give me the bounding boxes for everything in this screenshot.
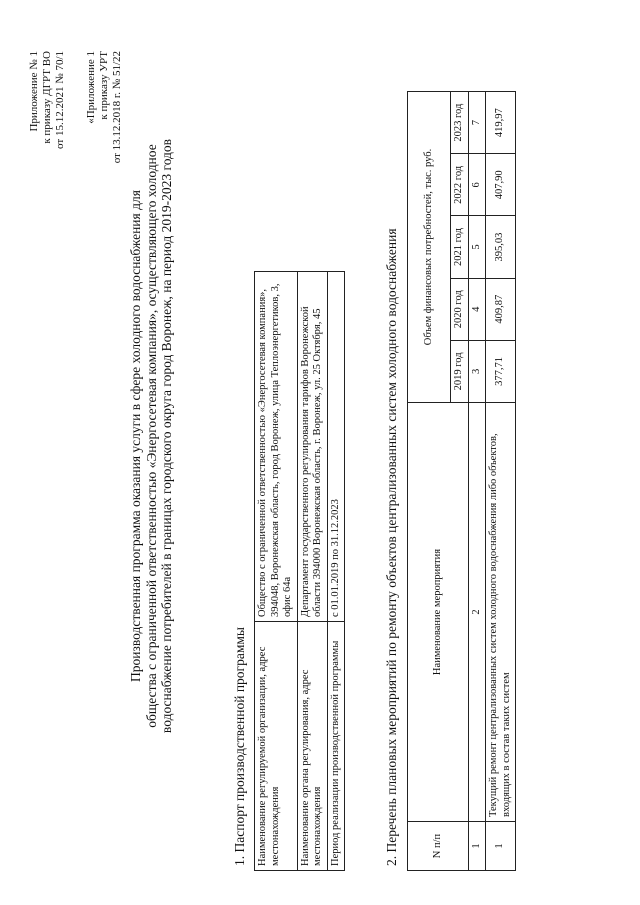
section-1-title: 1. Паспорт производственной программы [232, 627, 247, 866]
repairs-table [407, 91, 516, 871]
year-header: 2021 год [451, 216, 469, 278]
col-num-header: N п/п [408, 822, 469, 871]
value-cell: 395,03 [486, 216, 516, 278]
reference-header [85, 51, 124, 163]
reference-line: «Приложение 1 [85, 51, 97, 124]
index-row [468, 92, 486, 871]
passport-value: Департамент государственного регулирования тарифов Воронежской области 394000 Воронежская область, г. Воронеж, ул. 25 Октября, 45 [297, 272, 327, 622]
reference-line: от 13.12.2018 г. № 51/22 [111, 51, 123, 164]
table-row [327, 272, 345, 871]
value-cell: 419,97 [486, 92, 516, 154]
value-cell: 409,87 [486, 278, 516, 340]
index-cell: 5 [468, 216, 486, 278]
index-cell: 2 [468, 403, 486, 822]
table-row [297, 272, 327, 871]
table-row [255, 272, 298, 871]
activity-name: Текущий ремонт централизованных систем холодного водоснабжения либо объектов, входящих в состав таких систем [486, 403, 516, 822]
col-group-header: Объем финансовых потребностей, тыс. руб. [408, 92, 451, 403]
index-cell: 1 [468, 822, 486, 871]
document-title [128, 106, 175, 766]
year-header: 2020 год [451, 278, 469, 340]
index-cell: 3 [468, 340, 486, 402]
passport-table [254, 271, 345, 871]
section-2-title: 2. Перечень плановых мероприятий по ремонту объектов централизованных систем холодного водоснабжения [384, 228, 399, 866]
title-line: Производственная программа оказания услуги в сфере холодного водоснабжения для [128, 190, 143, 682]
table-header-row [408, 92, 451, 871]
year-header: 2019 год [451, 340, 469, 402]
col-name-header: Наименование мероприятия [408, 403, 469, 822]
passport-label: Наименование органа регулирования, адрес местонахождения [297, 622, 327, 871]
appendix-line: от 15.12.2021 № 70/1 [54, 51, 66, 149]
value-cell: 377,71 [486, 340, 516, 402]
value-cell: 407,90 [486, 154, 516, 216]
passport-label: Наименование регулируемой организации, адрес местонахождения [255, 622, 298, 871]
title-line: водоснабжение потребителей в границах городского округа город Воронеж, на период 2019-2023 годов [159, 138, 174, 734]
appendix-line: Приложение № 1 [28, 51, 40, 132]
title-line: общества с ограниченной ответственностью «Энергосетевая компания», осуществляющего холодное [143, 144, 159, 728]
index-cell: 6 [468, 154, 486, 216]
appendix-header [28, 51, 67, 149]
year-header: 2023 год [451, 92, 469, 154]
reference-line: к приказу УРТ [98, 51, 110, 120]
row-number: 1 [486, 822, 516, 871]
passport-value: с 01.01.2019 по 31.12.2023 [327, 272, 345, 622]
index-cell: 4 [468, 278, 486, 340]
passport-label: Период реализации производственной программы [327, 622, 345, 871]
rotated-page [22, 21, 622, 886]
index-cell: 7 [468, 92, 486, 154]
appendix-line: к приказу ДГРТ ВО [41, 51, 53, 144]
year-header: 2022 год [451, 154, 469, 216]
table-row [486, 92, 516, 871]
passport-value: Общество с ограниченной ответственностью «Энергосетевая компания», 394048, Воронежская область, город Воронеж, улица Теплоэнергетиков, 3, офис 64а [255, 272, 298, 622]
